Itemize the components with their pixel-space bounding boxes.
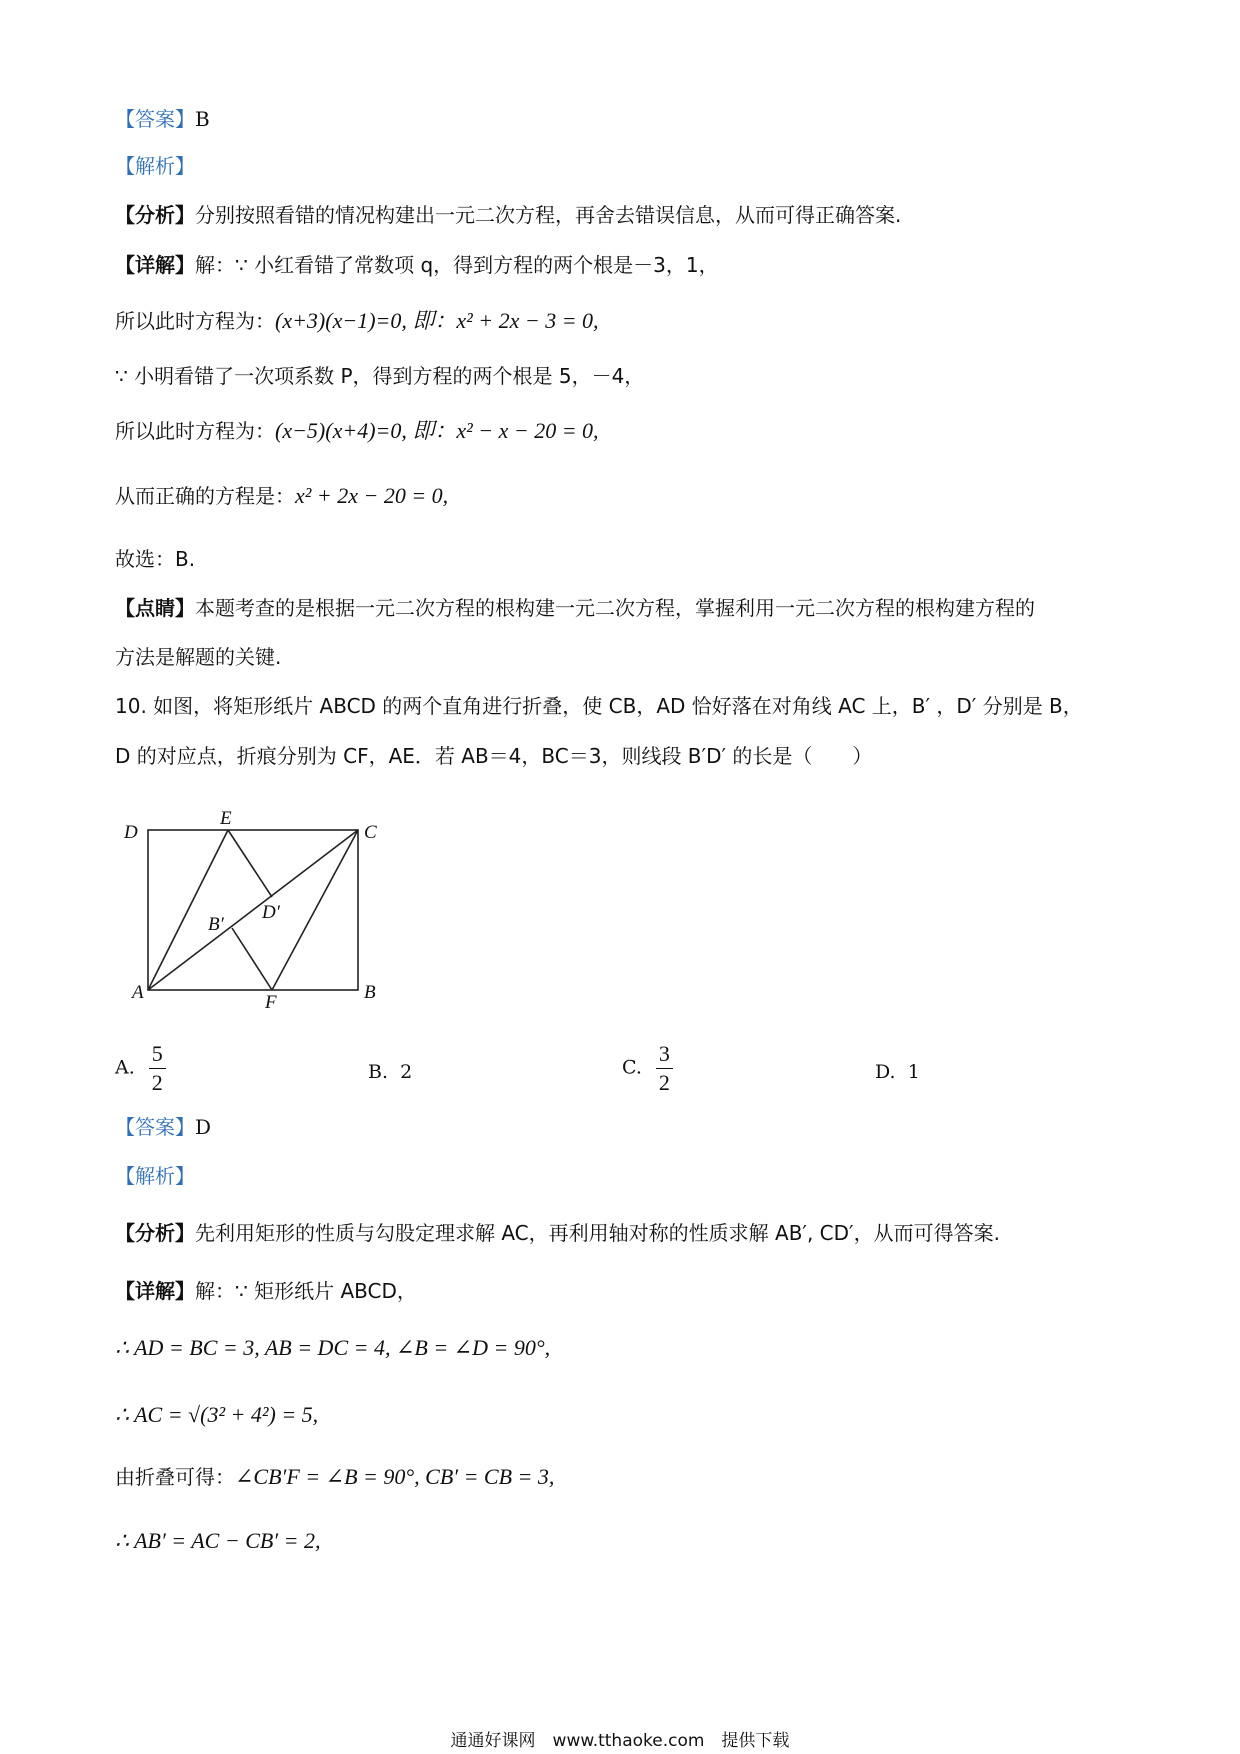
q9-line-3 bbox=[115, 361, 644, 391]
equation-prefix: 从而正确的方程是： bbox=[115, 484, 295, 508]
q10-detail-line bbox=[115, 1276, 417, 1306]
step-prefix: 由折叠可得： bbox=[115, 1465, 235, 1489]
q9-analysis-line bbox=[115, 151, 195, 181]
q10-step-3 bbox=[115, 1462, 554, 1492]
q9-dianjing-line-2 bbox=[115, 642, 281, 672]
label-c: C bbox=[364, 822, 377, 843]
answer-value: B bbox=[195, 107, 210, 131]
fenxi-text: 分别按照看错的情况构建出一元二次方程，再舍去错误信息，从而可得正确答案. bbox=[195, 203, 902, 227]
segment-ed bbox=[228, 830, 272, 897]
denominator: 2 bbox=[658, 1070, 670, 1095]
stem-text: 10. 如图，将矩形纸片 ABCD 的两个直角进行折叠，使 CB，AD 恰好落在对角线 AC 上，B′ ，D′ 分别是 B， bbox=[115, 694, 1083, 718]
q10-fenxi-line bbox=[115, 1218, 1000, 1248]
option-letter: B. bbox=[368, 1061, 389, 1083]
answer-tag: 【答案】 bbox=[115, 1115, 195, 1139]
q10-step-1 bbox=[115, 1333, 550, 1363]
q10-step-4 bbox=[115, 1526, 320, 1556]
option-c bbox=[622, 1040, 673, 1097]
equation: x² + 2x − 20 = 0, bbox=[295, 483, 449, 508]
q9-fenxi-line bbox=[115, 200, 901, 230]
equation-prefix: 所以此时方程为： bbox=[115, 309, 275, 333]
detail-tag: 【详解】 bbox=[115, 1279, 195, 1303]
option-letter: D. bbox=[875, 1061, 896, 1083]
statement: ∵ 小明看错了一次项系数 P，得到方程的两个根是 5，－4， bbox=[115, 364, 645, 388]
numerator: 5 bbox=[149, 1040, 166, 1069]
option-value: 1 bbox=[907, 1061, 920, 1083]
equation: (x−5)(x+4)=0, 即：x² − x − 20 = 0, bbox=[275, 418, 599, 443]
label-e: E bbox=[220, 808, 232, 829]
answer-value: D bbox=[195, 1115, 212, 1139]
rectangle-fold-figure bbox=[120, 808, 390, 1008]
label-a: A bbox=[132, 982, 144, 1003]
equation: (x+3)(x−1)=0, 即：x² + 2x − 3 = 0, bbox=[275, 308, 599, 333]
q9-equation-line-3 bbox=[115, 481, 448, 511]
numerator: 3 bbox=[656, 1040, 673, 1069]
answer-tag: 【答案】 bbox=[115, 107, 195, 131]
option-d bbox=[875, 1057, 920, 1087]
segment-fb bbox=[232, 928, 272, 990]
q9-detail-line bbox=[115, 250, 719, 280]
fenxi-tag: 【分析】 bbox=[115, 1221, 195, 1245]
q9-dianjing-line-1 bbox=[115, 593, 1035, 623]
detail-text: 解：∵ 小红看错了常数项 q，得到方程的两个根是－3，1， bbox=[195, 253, 719, 277]
step-equation: ∴ AC = √(3² + 4²) = 5, bbox=[115, 1402, 319, 1427]
analysis-tag: 【解析】 bbox=[115, 1164, 195, 1188]
diagonal-ac bbox=[148, 830, 358, 990]
step-equation: ∴ AD = BC = 3, AB = DC = 4, ∠B = ∠D = 90°, bbox=[115, 1335, 551, 1360]
equation-prefix: 所以此时方程为： bbox=[115, 419, 275, 443]
label-f: F bbox=[265, 992, 277, 1008]
q10-answer-line bbox=[115, 1112, 211, 1142]
option-a bbox=[115, 1040, 166, 1097]
dianjing-text: 本题考查的是根据一元二次方程的根构建一元二次方程，掌握利用一元二次方程的根构建方程的 bbox=[195, 596, 1035, 620]
step-equation: ∴ AB′ = AC − CB′ = 2, bbox=[115, 1528, 321, 1553]
stem-text: D 的对应点，折痕分别为 CF，AE．若 AB＝4，BC＝3，则线段 B′D′ 的长是（ ） bbox=[115, 744, 873, 768]
label-b-prime: B′ bbox=[208, 914, 224, 935]
choice-text: 故选：B. bbox=[115, 547, 196, 571]
q10-analysis-line bbox=[115, 1161, 195, 1191]
fenxi-tag: 【分析】 bbox=[115, 203, 195, 227]
option-b bbox=[368, 1057, 412, 1087]
option-letter: C. bbox=[622, 1056, 642, 1079]
step-equation: ∠CB′F = ∠B = 90°, CB′ = CB = 3, bbox=[235, 1464, 555, 1489]
crease-cf bbox=[272, 830, 358, 990]
q9-equation-line-1 bbox=[115, 306, 599, 336]
option-letter: A. bbox=[115, 1056, 135, 1079]
detail-tag: 【详解】 bbox=[115, 253, 195, 277]
fenxi-text: 先利用矩形的性质与勾股定理求解 AC，再利用轴对称的性质求解 AB′, CD′，从而可得答案. bbox=[195, 1221, 1000, 1245]
dianjing-tag: 【点睛】 bbox=[115, 596, 195, 620]
option-fraction bbox=[149, 1040, 166, 1097]
option-value: 2 bbox=[400, 1061, 413, 1083]
q10-step-2 bbox=[115, 1400, 318, 1430]
q9-answer-line bbox=[115, 104, 210, 134]
dianjing-text: 方法是解题的关键. bbox=[115, 645, 282, 669]
q9-equation-line-2 bbox=[115, 416, 599, 446]
detail-text: 解：∵ 矩形纸片 ABCD， bbox=[195, 1279, 417, 1303]
q10-stem-line-2 bbox=[115, 741, 872, 771]
q9-choice-line bbox=[115, 544, 195, 574]
label-d-prime: D′ bbox=[262, 902, 280, 923]
label-b: B bbox=[364, 982, 376, 1003]
crease-ae bbox=[148, 830, 228, 990]
page-footer: 通通好课网 www.tthaoke.com 提供下载 bbox=[450, 1731, 790, 1751]
option-fraction bbox=[656, 1040, 673, 1097]
analysis-tag: 【解析】 bbox=[115, 154, 195, 178]
denominator: 2 bbox=[151, 1070, 163, 1095]
q10-stem-line-1 bbox=[115, 691, 1083, 721]
label-d: D bbox=[124, 822, 138, 843]
